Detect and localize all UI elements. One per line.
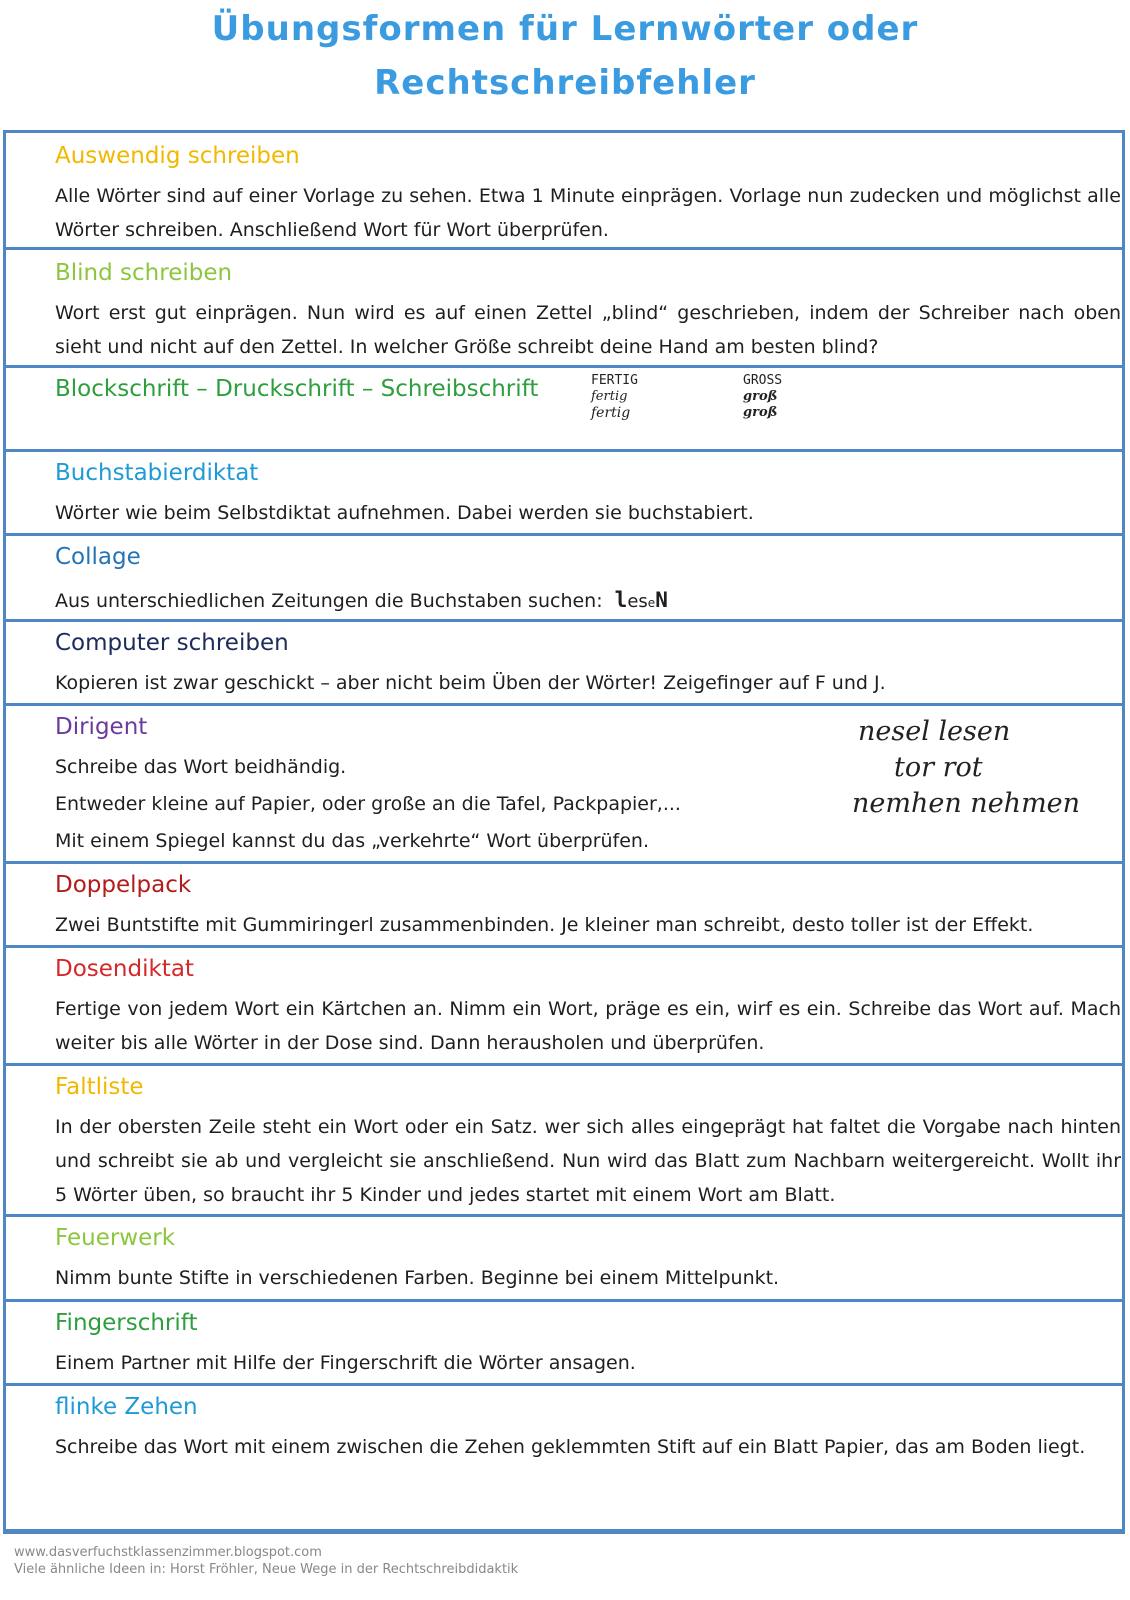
heading-blockschrift: Blockschrift – Druckschrift – Schreibschrift [55, 376, 539, 402]
section-collage [6, 536, 1122, 622]
section-blind [6, 250, 1122, 368]
section-blockschrift [6, 368, 1122, 452]
text-dirigent-1: Schreibe das Wort beidhändig. [55, 756, 347, 778]
heading-computer: Computer schreiben [55, 630, 289, 656]
heading-blind: Blind schreiben [55, 260, 233, 286]
text-computer: Kopieren ist zwar geschickt – aber nicht beim Üben der Wörter! Zeigefinger auf F und J. [55, 672, 886, 694]
section-dosendiktat [6, 948, 1122, 1066]
text-dosendiktat: Fertige von jedem Wort ein Kärtchen an. Nimm ein Wort, präge es ein, wirf es ein. Schreibe das Wort auf. Mach weiter bis alle Wörter in der Dose sind. Dann herausholen und überprüfen. [55, 998, 1121, 1054]
sample-gross-block: GROSS [743, 373, 783, 388]
heading-dirigent: Dirigent [55, 714, 148, 740]
sample-fertig-print: fertig [591, 389, 628, 404]
collage-sample [615, 588, 668, 612]
collage-letter-1: l [614, 588, 628, 612]
text-auswendig: Alle Wörter sind auf einer Vorlage zu sehen. Etwa 1 Minute einprägen. Vorlage nun zudecken und möglichst alle Wörter schreiben. Anschließend Wort für Wort überprüfen. [55, 185, 1121, 241]
collage-letter-3: s [638, 591, 648, 612]
heading-auswendig: Auswendig schreiben [55, 143, 300, 169]
text-dirigent-2: Entweder kleine auf Papier, oder große an die Tafel, Packpapier,... [55, 793, 681, 815]
mirror-word-1: nesel lesen [858, 716, 1011, 747]
mirror-word-3: nemhen nehmen [852, 788, 1081, 819]
collage-line [55, 588, 1121, 612]
heading-dosendiktat: Dosendiktat [55, 956, 194, 982]
footer-source: Viele ähnliche Ideen in: Horst Fröhler, Neue Wege in der Rechtschreibdidaktik [14, 1562, 519, 1577]
heading-doppelpack: Doppelpack [55, 872, 192, 898]
text-doppelpack: Zwei Buntstifte mit Gummiringerl zusammenbinden. Je kleiner man schreibt, desto toller ist der Effekt. [55, 914, 1034, 936]
section-buchstabier [6, 452, 1122, 536]
sample-gross-print: groß [743, 389, 778, 404]
section-dirigent [6, 706, 1122, 864]
section-faltliste [6, 1066, 1122, 1217]
sample-gross-cursive: groß [743, 405, 778, 420]
handwriting-sample-fertig [591, 373, 638, 421]
collage-letter-2: e [627, 591, 639, 612]
text-faltliste: In der obersten Zeile steht ein Wort oder ein Satz. wer sich alles eingeprägt hat faltet die Vorgabe nach hinten und schreibt sie ab und vergleicht sie anschließend. Nun wird das Blatt zum Nachbarn weitergereicht. Wollt ihr 5 Wörter üben, so braucht ihr 5 Kinder und jedes startet mit einem Wort am Blatt. [55, 1116, 1121, 1206]
collage-letter-5: N [655, 588, 668, 612]
heading-fingerschrift: Fingerschrift [55, 1310, 198, 1336]
text-dirigent-3: Mit einem Spiegel kannst du das „verkehrte“ Wort überprüfen. [55, 830, 650, 852]
title-line-2: Rechtschreibfehler [374, 63, 756, 103]
section-zehen [6, 1386, 1122, 1529]
text-buchstabier: Wörter wie beim Selbstdiktat aufnehmen. Dabei werden sie buchstabiert. [55, 502, 754, 524]
text-collage: Aus unterschiedlichen Zeitungen die Buchstaben suchen: [55, 590, 603, 612]
heading-zehen: flinke Zehen [55, 1394, 198, 1420]
section-feuerwerk [6, 1217, 1122, 1302]
mirror-word-2: tor rot [894, 752, 983, 783]
text-blind: Wort erst gut einprägen. Nun wird es auf einen Zettel „blind“ geschrieben, indem der Schreiber nach oben sieht und nicht auf den Zettel. In welcher Größe schreibt deine Hand am besten blind? [55, 302, 1121, 358]
mirror-writing-sample [852, 714, 1081, 822]
footer-url: www.dasverfuchstklassenzimmer.blogspot.com [14, 1545, 322, 1560]
title-line-1: Übungsformen für Lernwörter oder [211, 9, 919, 49]
sample-fertig-cursive: fertig [591, 405, 631, 421]
sample-fertig-block: FERTIG [591, 373, 638, 388]
section-doppelpack [6, 864, 1122, 948]
exercise-table [3, 130, 1125, 1534]
text-zehen: Schreibe das Wort mit einem zwischen die Zehen geklemmten Stift auf ein Blatt Papier, das am Boden liegt. [55, 1436, 1086, 1458]
section-auswendig [6, 133, 1122, 250]
section-computer [6, 622, 1122, 706]
handwriting-sample-gross [743, 373, 782, 421]
heading-feuerwerk: Feuerwerk [55, 1225, 176, 1251]
text-fingerschrift: Einem Partner mit Hilfe der Fingerschrift die Wörter ansagen. [55, 1352, 636, 1374]
heading-collage: Collage [55, 544, 141, 570]
text-feuerwerk: Nimm bunte Stifte in verschiedenen Farben. Beginne bei einem Mittelpunkt. [55, 1267, 780, 1289]
heading-buchstabier: Buchstabierdiktat [55, 460, 259, 486]
collage-letter-4: e [647, 596, 656, 610]
section-fingerschrift [6, 1302, 1122, 1386]
page-title [0, 2, 1130, 110]
heading-faltliste: Faltliste [55, 1074, 144, 1100]
